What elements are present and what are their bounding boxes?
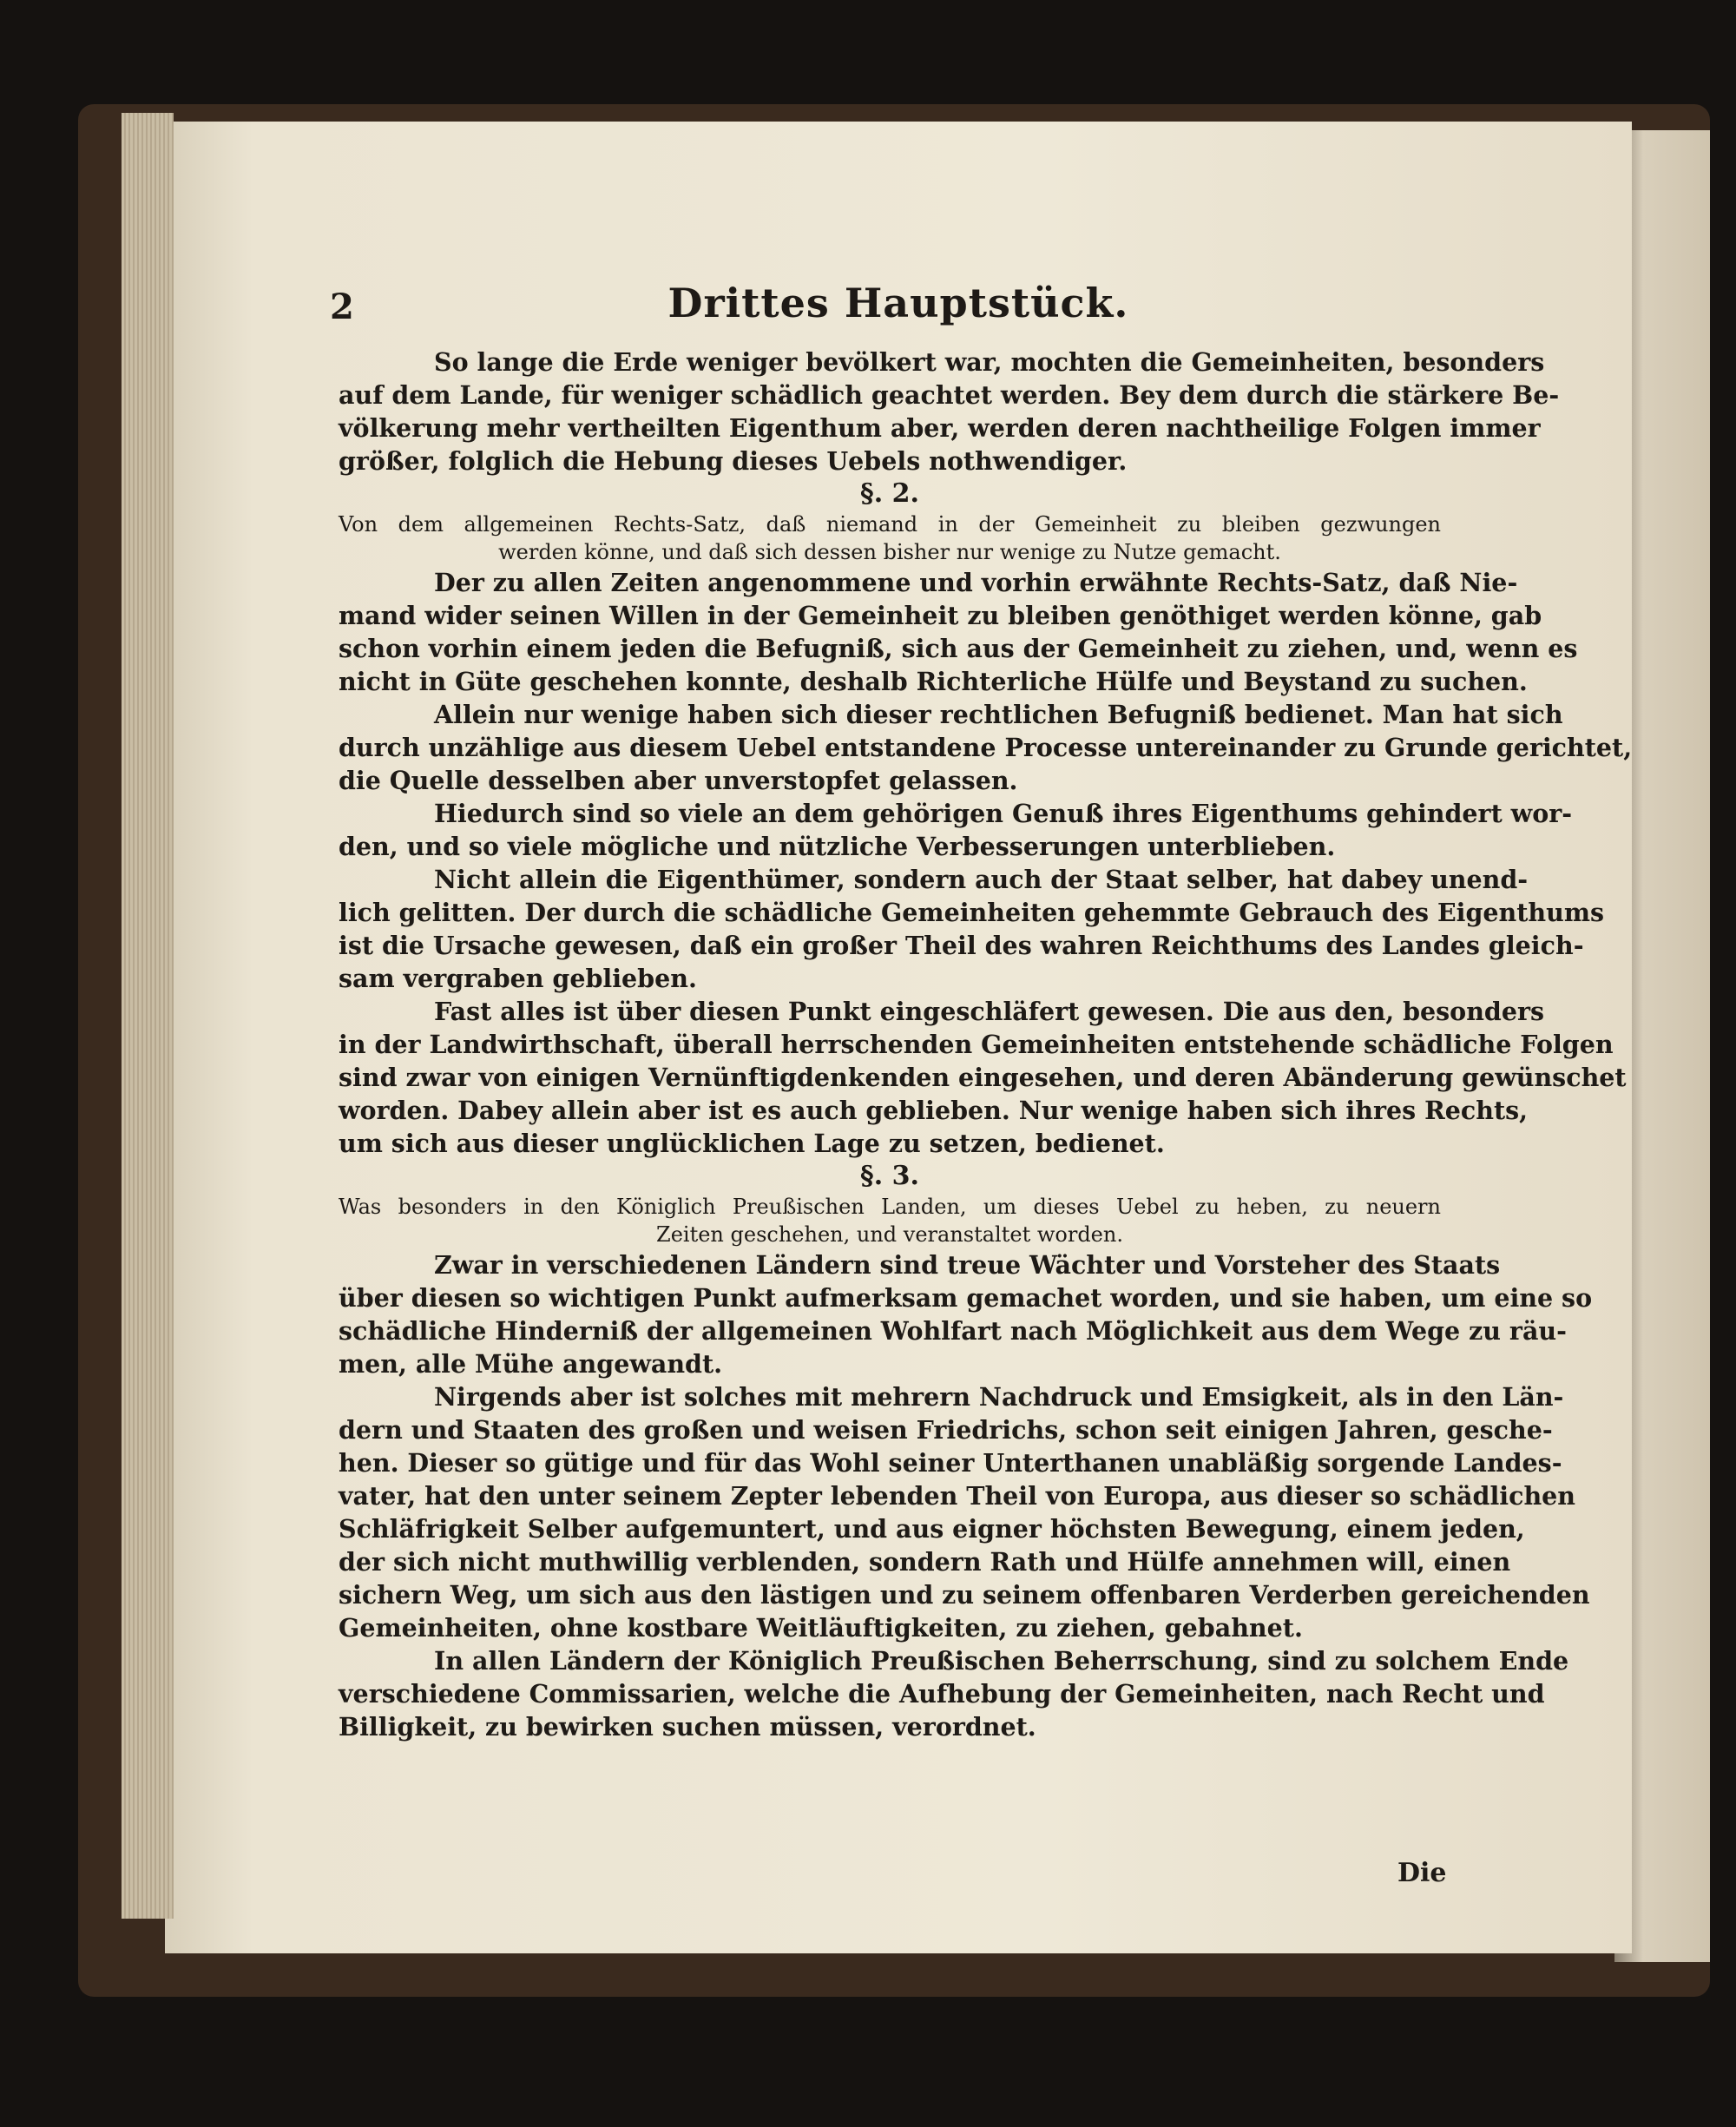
text-line: dern und Staaten des großen und weisen Friedrichs, schon seit einigen Jahren, gesche- (339, 1415, 1553, 1445)
text-line: schädliche Hinderniß der allgemeinen Wohlfart nach Möglichkeit aus dem Wege zu räu- (339, 1316, 1567, 1346)
text-line: Gemeinheiten, ohne kostbare Weitläuftigkeiten, zu ziehen, gebahnet. (339, 1613, 1303, 1643)
book-page (165, 122, 1632, 1953)
text-line: verschiedene Commissarien, welche die Aufhebung der Gemeinheiten, nach Recht und (339, 1679, 1545, 1709)
section-heading: §. 3. (860, 1161, 919, 1191)
text-line: den, und so viele mögliche und nützliche Verbesserungen unterblieben. (339, 832, 1336, 861)
text-line: Fast alles ist über diesen Punkt eingeschläfert gewesen. Die aus den, besonders (434, 997, 1545, 1026)
text-line: schon vorhin einem jeden die Befugniß, sich aus der Gemeinheit zu ziehen, und, wenn es (339, 634, 1578, 663)
body-text (339, 346, 1633, 1743)
text-line: Billigkeit, zu bewirken suchen müssen, verordnet. (339, 1712, 1036, 1742)
text-line: nicht in Güte geschehen konnte, deshalb Richterliche Hülfe und Beystand zu suchen. (339, 667, 1528, 696)
text-line: Zwar in verschiedenen Ländern sind treue Wächter und Vorsteher des Staats (434, 1250, 1501, 1280)
text-line: lich gelitten. Der durch die schädliche Gemeinheiten gehemmte Gebrauch des Eigenthums (339, 898, 1605, 927)
text-line: vater, hat den unter seinem Zepter lebenden Theil von Europa, aus dieser so schädlichen (339, 1481, 1576, 1511)
text-line: sind zwar von einigen Vernünftigdenkenden eingesehen, und deren Abänderung gewünschet (339, 1063, 1627, 1092)
text-line: sichern Weg, um sich aus den lästigen und zu seinem offenbaren Verderben gereichenden (339, 1580, 1590, 1610)
section-summary: Zeiten geschehen, und veranstaltet worden. (656, 1222, 1123, 1247)
text-line: über diesen so wichtigen Punkt aufmerksam gemachet worden, und sie haben, um eine so (339, 1283, 1593, 1313)
page-edges (122, 113, 174, 1919)
text-line: ist die Ursache gewesen, daß ein großer Theil des wahren Reichthums des Landes gleich- (339, 931, 1584, 960)
text-line: men, alle Mühe angewandt. (339, 1349, 723, 1379)
text-line: Nicht allein die Eigenthümer, sondern auch der Staat selber, hat dabey unend- (434, 865, 1529, 894)
text-line: die Quelle desselben aber unverstopfet gelassen. (339, 766, 1018, 795)
text-line: Allein nur wenige haben sich dieser rechtlichen Befugniß bedienet. Man hat sich (434, 700, 1563, 729)
section-summary: Von dem allgemeinen Rechts-Satz, daß niemand in der Gemeinheit zu bleiben gezwungen (339, 512, 1441, 537)
text-line: Nirgends aber ist solches mit mehrern Nachdruck und Emsigkeit, als in den Län- (434, 1382, 1564, 1412)
text-line: hen. Dieser so gütige und für das Wohl seiner Unterthanen unabläßig sorgende Landes- (339, 1448, 1562, 1478)
text-line: der sich nicht muthwillig verblenden, sondern Rath und Hülfe annehmen will, einen (339, 1547, 1511, 1577)
text-line: sam vergraben geblieben. (339, 964, 697, 993)
page-number: 2 (330, 286, 354, 327)
text-line: um sich aus dieser unglücklichen Lage zu setzen, bedienet. (339, 1129, 1165, 1158)
text-line: auf dem Lande, für weniger schädlich geachtet werden. Bey dem durch die stärkere Be- (339, 380, 1560, 410)
section-heading: §. 2. (860, 478, 919, 509)
running-head: Drittes Hauptstück. (667, 280, 1129, 326)
text-line: völkerung mehr vertheilten Eigenthum aber, werden deren nachtheilige Folgen immer (339, 413, 1541, 443)
text-line: So lange die Erde weniger bevölkert war, mochten die Gemeinheiten, besonders (434, 347, 1545, 377)
text-line: Schläfrigkeit Selber aufgemuntert, und aus eigner höchsten Bewegung, einem jeden, (339, 1514, 1525, 1544)
text-line: In allen Ländern der Königlich Preußischen Beherrschung, sind zu solchem Ende (434, 1646, 1569, 1676)
text-line: Der zu allen Zeiten angenommene und vorhin erwähnte Rechts-Satz, daß Nie- (434, 568, 1518, 597)
section-summary: Was besonders in den Königlich Preußischen Landen, um dieses Uebel zu heben, zu neuern (339, 1195, 1441, 1219)
text-line: durch unzählige aus diesem Uebel entstandene Processe untereinander zu Grunde gerichtet, (339, 733, 1633, 762)
text-line: worden. Dabey allein aber ist es auch geblieben. Nur wenige haben sich ihres Rechts, (339, 1096, 1529, 1125)
text-line: größer, folglich die Hebung dieses Uebels nothwendiger. (339, 446, 1128, 476)
catchword: Die (1397, 1858, 1447, 1888)
text-line: in der Landwirthschaft, überall herrschenden Gemeinheiten entstehende schädliche Folgen (339, 1030, 1614, 1059)
text-line: Hiedurch sind so viele an dem gehörigen Genuß ihres Eigenthums gehindert wor- (434, 799, 1573, 828)
section-summary: werden könne, und daß sich dessen bisher nur wenige zu Nutze gemacht. (498, 540, 1281, 564)
text-line: mand wider seinen Willen in der Gemeinheit zu bleiben genöthiget werden könne, gab (339, 601, 1542, 630)
